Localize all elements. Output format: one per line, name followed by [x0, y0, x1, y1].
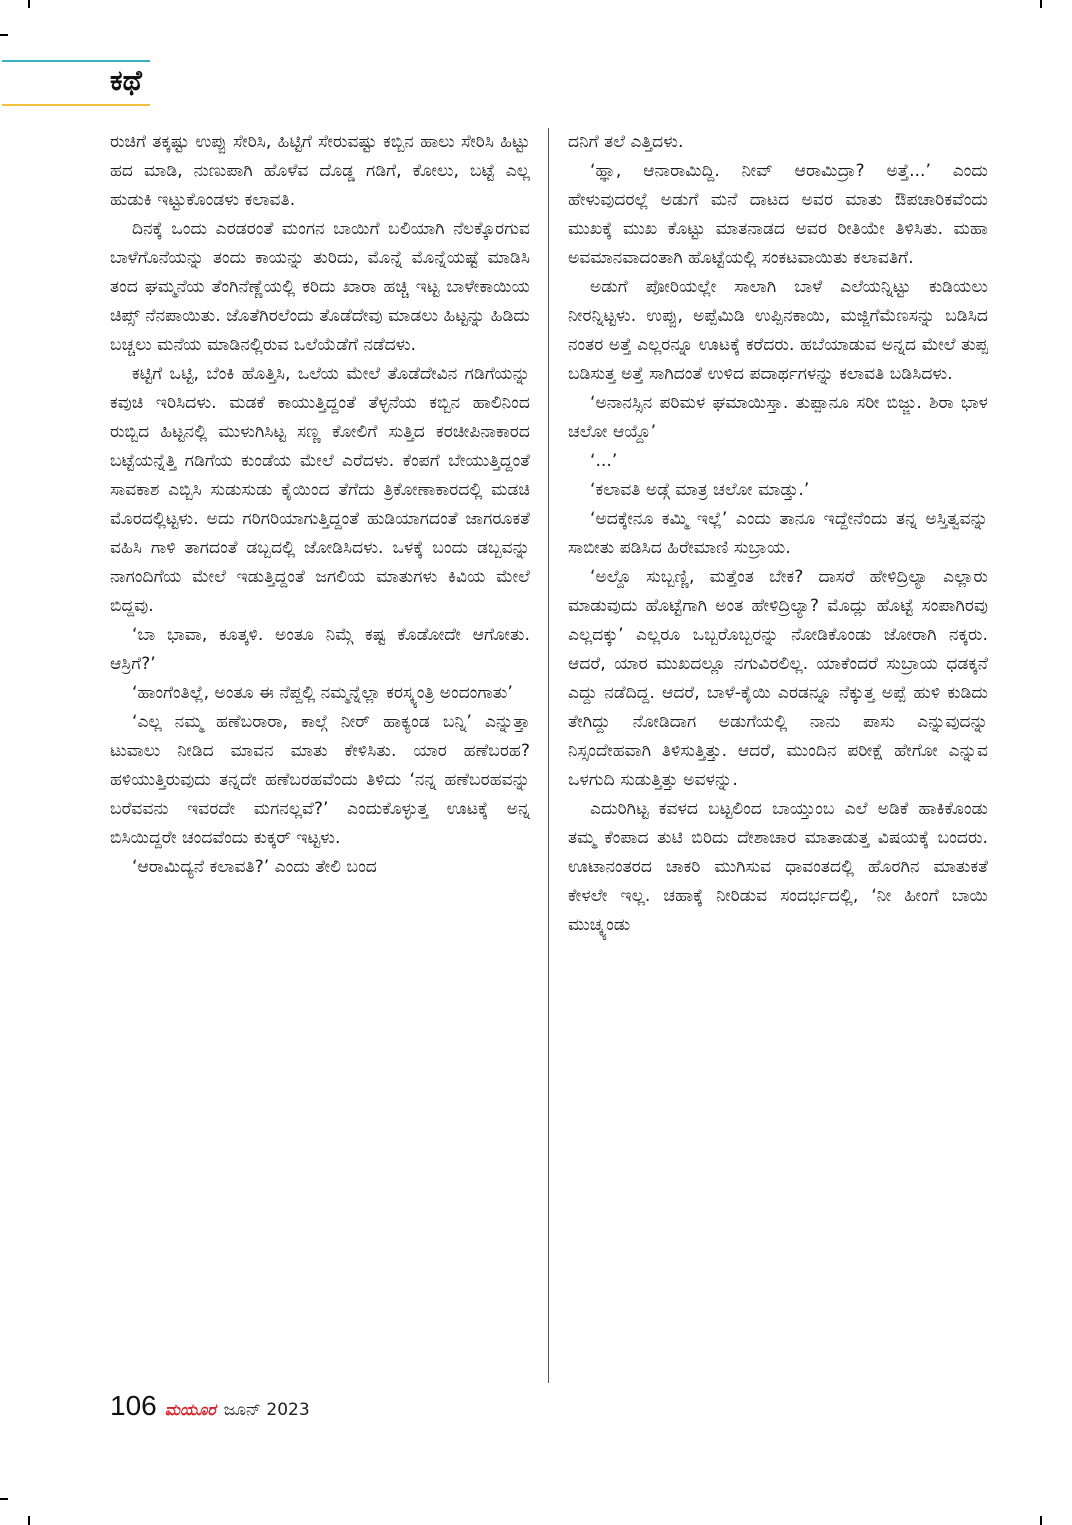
paragraph: ‘ಹಾಂಗೆಂತಿಲ್ಲೆ, ಅಂತೂ ಈ ನೆಪ್ದಲ್ಲಿ ನಮ್ಮನ್ನೆಲ್ಲಾ ಕರಸ್ಕ್ಯಂತ್ರಿ ಅಂದಂಗಾತು’: [132, 683, 513, 703]
header-rule-yellow: [2, 104, 150, 106]
magazine-logo: ಮಯೂರ: [164, 1400, 216, 1419]
section-title: ಕಥೆ: [110, 64, 142, 97]
crop-mark-left-upper: [0, 34, 8, 36]
header-rule-cyan: [2, 60, 150, 62]
right-column: [568, 128, 988, 940]
column-divider: [548, 128, 549, 1383]
paragraph: ‘ಅಲ್ದೊ ಸುಬ್ಬಣ್ಣಿ, ಮತ್ತೆಂತ ಬೇಕ? ದಾಸರೆ ಹೇಳಿದ್ರಿಲ್ಯಾ ಎಲ್ಲಾರು ಮಾಡುವುದು ಹೊಟ್ಟೆಗಾಗಿ ಅಂತ ಹೇಳಿದ್ರಿಲ್ಯಾ? ಮೊದ್ಲು ಹೊಟ್ಟೆ ಸಂಪಾಗಿರವು ಎಲ್ಲದಕ್ಕು’ ಎಲ್ಲರೂ ಒಬ್ಬರೊಬ್ಬರನ್ನು ನೋಡಿಕೊಂಡು ಜೋರಾಗಿ ನಕ್ಕರು. ಆದರೆ, ಯಾರ ಮುಖದಲ್ಲೂ ನಗುವಿರಲಿಲ್ಲ. ಯಾಕೆಂದರೆ ಸುಬ್ರಾಯ ಧಡಕ್ಕನೆ ಎದ್ದು ನಡೆದಿದ್ದ. ಆದರೆ, ಬಾಳೆ-ಕೈಯಿ ಎರಡನ್ನೂ ನೆಕ್ಕುತ್ತ ಅಪ್ಪೆ ಹುಳಿ ಕುಡಿದು ತೇಗಿದ್ದು ನೋಡಿದಾಗ ಅಡುಗೆಯಲ್ಲಿ ನಾನು ಪಾಸು ಎನ್ನುವುದನ್ನು ನಿಸ್ಸಂದೇಹವಾಗಿ ತಿಳಿಸುತ್ತಿತ್ತು. ಆದರೆ, ಮುಂದಿನ ಪರೀಕ್ಷೆ ಹೇಗೋ ಎನ್ನುವ ಒಳಗುದಿ ಸುಡುತ್ತಿತ್ತು ಅವಳನ್ನು.: [568, 567, 988, 790]
paragraph: ‘ಎಲ್ಲ ನಮ್ಮ ಹಣೆಬರಾರಾ, ಕಾಲ್ಗೆ ನೀರ್ ಹಾಕ್ಯಂಡ ಬನ್ನಿ’ ಎನ್ನುತ್ತಾ ಟುವಾಲು ನೀಡಿದ ಮಾವನ ಮಾತು ಕೇಳಿಸಿತು. ಯಾರ ಹಣೆಬರಹ? ಹಳಿಯುತ್ತಿರುವುದು ತನ್ನದೇ ಹಣೆಬರಹವೆಂದು ತಿಳಿದು ‘ನನ್ನ ಹಣೆಬರಹವನ್ನು ಬರೆವವನು ಇವರದೇ ಮಗನಲ್ಲವೆ?’ ಎಂದುಕೊಳ್ಳುತ್ತ ಊಟಕ್ಕೆ ಅನ್ನ ಬಿಸಿಯಿದ್ದರೇ ಚಂದವೆಂದು ಕುಕ್ಕರ್ ಇಟ್ಟಳು.: [110, 712, 530, 848]
paragraph: ಅಡುಗೆ ಪೋರಿಯಲ್ಲೇ ಸಾಲಾಗಿ ಬಾಳೆ ಎಲೆಯನ್ನಿಟ್ಟು ಕುಡಿಯಲು ನೀರನ್ನಿಟ್ಟಳು. ಉಪ್ಪು, ಅಪ್ಪೆಮಿಡಿ ಉಪ್ಪಿನಕಾಯಿ, ಮಜ್ಜಿಗೆಮೆಣಸನ್ನು ಬಡಿಸಿದ ನಂತರ ಅತ್ತೆ ಎಲ್ಲರನ್ನೂ ಊಟಕ್ಕೆ ಕರೆದರು. ಹಬೆಯಾಡುವ ಅನ್ನದ ಮೇಲೆ ತುಪ್ಪ ಬಡಿಸುತ್ತ ಅತ್ತೆ ಸಾಗಿದಂತೆ ಉಳಿದ ಪದಾರ್ಥಗಳನ್ನು ಕಲಾವತಿ ಬಡಿಸಿದಳು.: [568, 277, 988, 384]
page-footer: [110, 1390, 310, 1422]
paragraph: ‘...’: [590, 451, 618, 471]
paragraph: ‘ಬಾ ಭಾವಾ, ಕೂತ್ಕಳಿ. ಅಂತೂ ನಿಮ್ಗೆ ಕಷ್ಟ ಕೊಡೋದೇ ಆಗೋತು. ಆಸ್ರಿಗೆ?’: [110, 625, 530, 674]
paragraph: ದನಿಗೆ ತಲೆ ಎತ್ತಿದಳು.: [568, 132, 684, 152]
paragraph: ಕಟ್ಟಿಗೆ ಒಟ್ಟಿ, ಬೆಂಕಿ ಹೊತ್ತಿಸಿ, ಒಲೆಯ ಮೇಲೆ ತೊಡೆದೇವಿನ ಗಡಿಗೆಯನ್ನು ಕವುಚಿ ಇರಿಸಿದಳು. ಮಡಕೆ ಕಾಯುತ್ತಿದ್ದಂತೆ ತೆಳ್ಳನೆಯ ಕಬ್ಬಿನ ಹಾಲಿನಿಂದ ರುಬ್ಬಿದ ಹಿಟ್ಟನಲ್ಲಿ ಮುಳುಗಿಸಿಟ್ಟ ಸಣ್ಣ ಕೋಲಿಗೆ ಸುತ್ತಿದ ಕರಚೀಪಿನಾಕಾರದ ಬಟ್ಟೆಯನ್ನೆತ್ತಿ ಗಡಿಗೆಯ ಕುಂಡೆಯ ಮೇಲೆ ಎರೆದಳು. ಕೆಂಪಗೆ ಬೇಯುತ್ತಿದ್ದಂತೆ ಸಾವಕಾಶ ಎಬ್ಬಿಸಿ ಸುಡುಸುಡು ಕೈಯಿಂದ ತೆಗೆದು ತ್ರಿಕೋಣಾಕಾರದಲ್ಲಿ ಮಡಚಿ ಮೊರದಲ್ಲಿಟ್ಟಳು. ಅದು ಗರಿಗರಿಯಾಗುತ್ತಿದ್ದಂತೆ ಹುಡಿಯಾಗದಂತೆ ಜಾಗರೂಕತೆ ವಹಿಸಿ ಗಾಳಿ ತಾಗದಂತೆ ಡಬ್ಬದಲ್ಲಿ ಜೋಡಿಸಿದಳು. ಒಳಕ್ಕೆ ಬಂದು ಡಬ್ಬವನ್ನು ನಾಗಂದಿಗೆಯ ಮೇಲೆ ಇಡುತ್ತಿದ್ದಂತೆ ಜಗಲಿಯ ಮಾತುಗಳು ಕಿವಿಯ ಮೇಲೆ ಬಿದ್ದವು.: [110, 364, 530, 616]
crop-mark-top-left: [28, 0, 30, 8]
paragraph: ‘ಕಲಾವತಿ ಅಡ್ಗೆ ಮಾತ್ರ ಚಲೋ ಮಾಡ್ತು.’: [590, 480, 810, 500]
paragraph: ದಿನಕ್ಕೆ ಒಂದು ಎರಡರಂತೆ ಮಂಗನ ಬಾಯಿಗೆ ಬಲಿಯಾಗಿ ನೆಲಕ್ಕೊರಗುವ ಬಾಳೆಗೊನೆಯನ್ನು ತಂದು ಕಾಯನ್ನು ತುರಿದು, ಮೊನ್ನೆ ಮೊನ್ನೆಯಷ್ಟೆ ಮಾಡಿಸಿ ತಂದ ಘಮ್ಮನೆಯ ತೆಂಗಿನೆಣ್ಣೆಯಲ್ಲಿ ಕರಿದು ಖಾರಾ ಹಚ್ಚಿ ಇಟ್ಟ ಬಾಳೇಕಾಯಿಯ ಚಿಪ್ಸ್ ನೆನಪಾಯಿತು. ಜೊತೆಗಿರಲೆಂದು ತೊಡೆದೇವು ಮಾಡಲು ಹಿಟ್ಟನ್ನು ಹಿಡಿದು ಬಚ್ಚಲು ಮನೆಯ ಮಾಡಿನಲ್ಲಿರುವ ಒಲೆಯೆಡೆಗೆ ನಡೆದಳು.: [110, 219, 530, 355]
paragraph: ‘ಆರಾಮಿದ್ಯನೆ ಕಲಾವತಿ?’ ಎಂದು ತೇಲಿ ಬಂದ: [132, 857, 377, 877]
paragraph: ‘ಅದಕ್ಕೇನೂ ಕಮ್ಮಿ ಇಲ್ಲೆ’ ಎಂದು ತಾನೂ ಇದ್ದೇನೆಂದು ತನ್ನ ಅಸ್ತಿತ್ವವನ್ನು ಸಾಬೀತು ಪಡಿಸಿದ ಹಿರೇಮಾಣಿ ಸುಬ್ರಾಯ.: [568, 509, 988, 558]
crop-mark-bottom-left: [28, 1516, 30, 1525]
crop-mark-bottom-right: [1040, 1516, 1042, 1525]
left-column: [110, 128, 530, 882]
paragraph: ‘ಅನಾನಸ್ಸಿನ ಪರಿಮಳ ಘಮಾಯಿಸ್ತಾ. ತುಪ್ಪಾನೂ ಸರೀ ಬಿಜ್ಜು. ಶಿರಾ ಭಾಳ ಚಲೋ ಆಯ್ದೊ’: [568, 393, 988, 442]
crop-mark-left-lower: [0, 1498, 8, 1500]
paragraph: ‘ಹ್ಞಾ, ಆನಾರಾಮಿದ್ದಿ. ನೀವ್ ಆರಾಮಿದ್ರಾ? ಅತ್ತೆ...’ ಎಂದು ಹೇಳುವುದರಲ್ಲೆ ಅಡುಗೆ ಮನೆ ದಾಟದ ಅವರ ಮಾತು ಔಪಚಾರಿಕವೆಂದು ಮುಖಕ್ಕೆ ಮುಖ ಕೊಟ್ಟು ಮಾತನಾಡದ ಅವರ ರೀತಿಯೇ ತಿಳಿಸಿತು. ಮಹಾ ಅವಮಾನವಾದಂತಾಗಿ ಹೊಟ್ಟೆಯಲ್ಲಿ ಸಂಕಟವಾಯಿತು ಕಲಾವತಿಗೆ.: [568, 161, 988, 268]
paragraph: ಎದುರಿಗಿಟ್ಟ ಕವಳದ ಬಟ್ಟಲಿಂದ ಬಾಯ್ತುಂಬ ಎಲೆ ಅಡಿಕೆ ಹಾಕಿಕೊಂಡು ತಮ್ಮ ಕೆಂಪಾದ ತುಟಿ ಬಿರಿದು ದೇಶಾಚಾರ ಮಾತಾಡುತ್ತ ವಿಷಯಕ್ಕೆ ಬಂದರು. ಊಟಾನಂತರದ ಚಾಕರಿ ಮುಗಿಸುವ ಧಾವಂತದಲ್ಲಿ ಹೊರಗಿನ ಮಾತುಕತೆ ಕೇಳಲೇ ಇಲ್ಲ. ಚಹಾಕ್ಕೆ ನೀರಿಡುವ ಸಂದರ್ಭದಲ್ಲಿ, ‘ನೀ ಹೀಂಗೆ ಬಾಯಿ ಮುಚ್ಕ್ಯಂಡು: [568, 799, 988, 935]
page-number: 106: [110, 1390, 157, 1421]
issue-date: ಜೂನ್ 2023: [223, 1400, 310, 1420]
paragraph: ರುಚಿಗೆ ತಕ್ಕಷ್ಟು ಉಪ್ಪು ಸೇರಿಸಿ, ಹಿಟ್ಟಿಗೆ ಸೇರುವಷ್ಟು ಕಬ್ಬಿನ ಹಾಲು ಸೇರಿಸಿ ಹಿಟ್ಟು ಹದ ಮಾಡಿ, ನುಣುಪಾಗಿ ಹೊಳೆವ ದೊಡ್ಡ ಗಡಿಗೆ, ಕೋಲು, ಬಟ್ಟೆ ಎಲ್ಲ ಹುಡುಕಿ ಇಟ್ಟುಕೊಂಡಳು ಕಲಾವತಿ.: [110, 132, 530, 210]
crop-mark-top-right: [1040, 0, 1042, 8]
